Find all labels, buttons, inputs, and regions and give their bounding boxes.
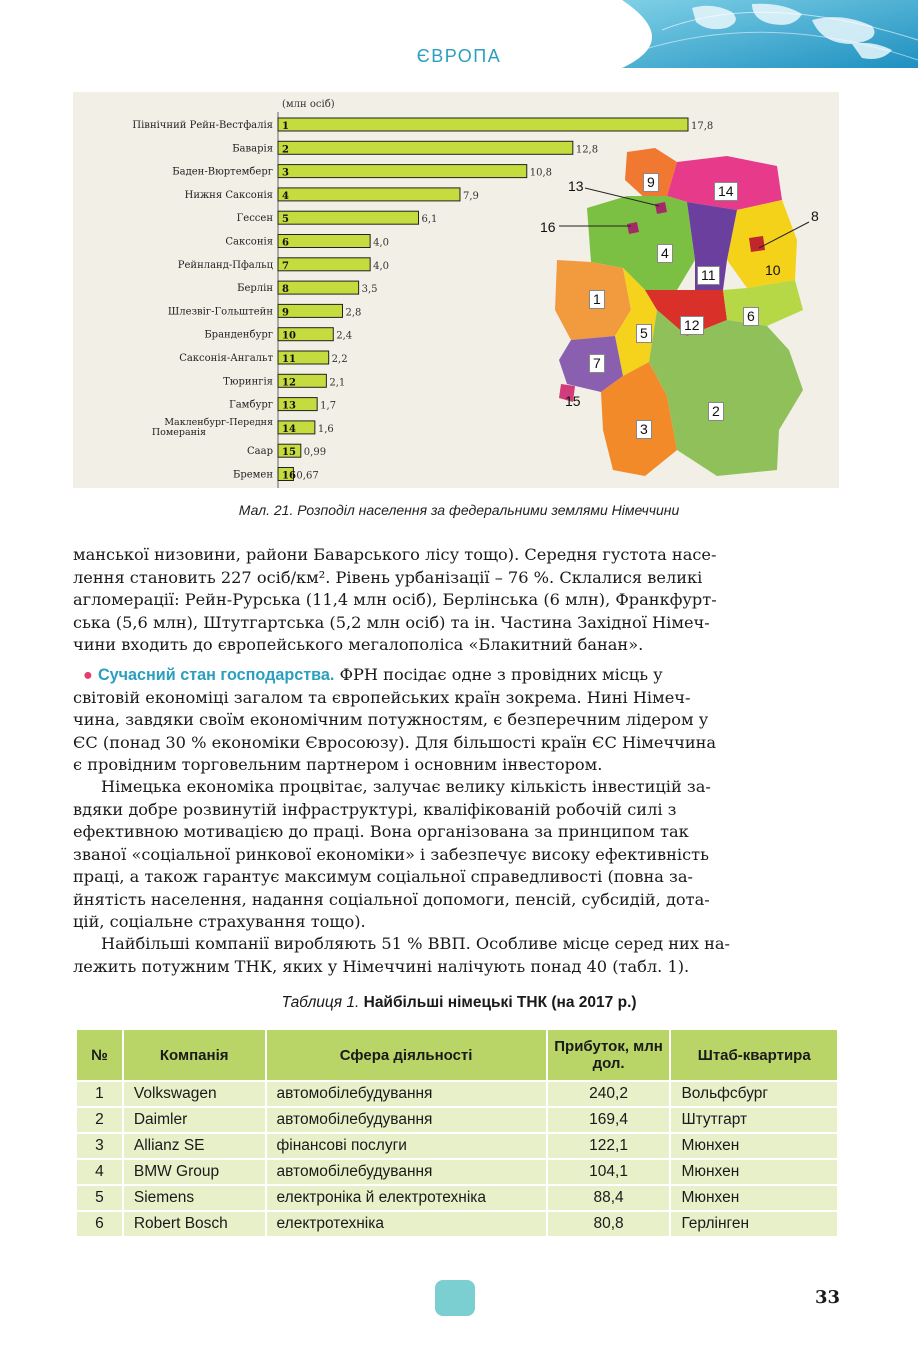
chart-bar-number: 2 xyxy=(282,144,289,156)
chart-value-label: 17,8 xyxy=(691,121,714,132)
chart-bar-number: 12 xyxy=(282,377,296,389)
map-region-label: 14 xyxy=(714,182,738,201)
paragraph-population xyxy=(73,544,839,657)
text-line: Німецька економіка процвітає, залучає велику кількість інвестицій за- xyxy=(101,777,711,796)
map-region-label: 10 xyxy=(765,262,781,278)
text-line: вдяки добре розвинутій інфраструктурі, кваліфікованій робочій силі з xyxy=(73,799,677,819)
chart-value-label: 1,6 xyxy=(317,423,334,435)
chart-category-label: Макленбург-Передня xyxy=(164,416,273,428)
chart-category-label: Північний Рейн-Вестфалія xyxy=(132,120,273,131)
table-row xyxy=(76,1159,838,1185)
column-header: Прибуток, млн дол. xyxy=(547,1029,671,1081)
text-line: агломерації: Рейн-Рурська (11,4 млн осіб), Берлінська (6 млн), Франкфурт- xyxy=(73,590,717,609)
chart-bar-number: 6 xyxy=(282,237,289,249)
map-region-label: 15 xyxy=(565,393,581,409)
chart-bar-number: 9 xyxy=(282,307,289,319)
text-fragment: ФРН посідає одне з провідних місць у xyxy=(334,665,663,684)
table-row xyxy=(76,1185,838,1211)
column-header: Сфера діяльності xyxy=(266,1029,547,1081)
chart-value-label: 6,1 xyxy=(421,214,438,226)
map-region-label: 2 xyxy=(708,402,724,421)
chart-bar-number: 13 xyxy=(282,400,296,412)
text-line: світовій економіці загалом та європейських країн зокрема. Нині Німеч- xyxy=(73,687,691,707)
table-cell: 80,8 xyxy=(547,1211,671,1237)
chart-bar xyxy=(278,281,359,294)
column-header: Компанія xyxy=(123,1029,266,1081)
chart-value-label: 0,67 xyxy=(296,470,319,482)
chart-bar-number: 10 xyxy=(282,330,296,342)
section-title: ЄВРОПА xyxy=(416,46,502,66)
table-cell: Robert Bosch xyxy=(123,1211,266,1237)
column-header: Штаб-квартира xyxy=(670,1029,838,1081)
chart-bar xyxy=(278,188,460,201)
table-cell: 122,1 xyxy=(547,1133,671,1159)
chart-category-label: Нижня Саксонія xyxy=(184,189,273,201)
table-cell: Siemens xyxy=(123,1185,266,1211)
column-header: № xyxy=(76,1029,123,1081)
table-row xyxy=(76,1081,838,1107)
text-line: лежить потужним ТНК, яких у Німеччині налічують понад 40 (табл. 1). xyxy=(73,956,690,976)
chart-value-label: 7,9 xyxy=(462,190,479,202)
table-cell: 5 xyxy=(76,1185,123,1211)
chart-category-label: Бранденбург xyxy=(204,329,273,341)
page-number: 33 xyxy=(814,1287,840,1308)
table-cell: 1 xyxy=(76,1081,123,1107)
map-region-label: 3 xyxy=(636,420,652,439)
chart-value-label: 12,8 xyxy=(575,144,599,156)
table-title xyxy=(0,994,918,1012)
table-cell: електроніка й електротехніка xyxy=(266,1185,547,1211)
map-leader-line xyxy=(585,188,659,206)
chart-category-label: Берлін xyxy=(237,283,273,295)
table-cell: 240,2 xyxy=(547,1081,671,1107)
chart-value-label: 2,1 xyxy=(329,377,346,389)
table-cell: 4 xyxy=(76,1159,123,1185)
chart-bar xyxy=(278,118,688,131)
table-row xyxy=(76,1133,838,1159)
paragraph-economy-details xyxy=(73,776,839,934)
chart-value-label: 3,5 xyxy=(361,284,378,296)
paragraph-economy xyxy=(73,664,839,777)
map-region-label: 16 xyxy=(540,219,556,235)
table-heading: Найбільші німецькі ТНК (на 2017 р.) xyxy=(359,994,637,1011)
map-leader-lines xyxy=(527,140,827,390)
table-row xyxy=(76,1211,838,1237)
table-cell: 2 xyxy=(76,1107,123,1133)
text-line: є провідним торговельним партнером і основним інвестором. xyxy=(73,755,603,774)
map-region-label: 4 xyxy=(657,244,673,263)
map-region-label: 13 xyxy=(568,178,584,194)
table-row xyxy=(76,1107,838,1133)
section-heading: Сучасний стан господарства. xyxy=(97,666,335,684)
chart-category-label: Померанія xyxy=(151,426,206,438)
chart-bar-number: 11 xyxy=(282,354,296,365)
table-cell: Мюнхен xyxy=(670,1133,838,1159)
table-cell: автомобілебудування xyxy=(266,1159,547,1185)
chart-category-label: Бремен xyxy=(232,469,273,481)
text-line: праці, а також гарантує максимум соціальної справедливості (повна за- xyxy=(73,867,693,886)
chart-category-label: Баварія xyxy=(232,143,273,155)
table-cell: фінансові послуги xyxy=(266,1133,547,1159)
chart-category-label: Шлезвіг-Гольштейн xyxy=(167,306,273,318)
table-cell: Volkswagen xyxy=(123,1081,266,1107)
table-cell: Мюнхен xyxy=(670,1159,838,1185)
table-number: Таблиця 1. xyxy=(281,994,360,1011)
text-line: цій, соціальне страхування тощо). xyxy=(73,912,366,931)
chart-bar-number: 8 xyxy=(282,284,289,296)
text-line: званої «соціальної ринкової економіки» і забезпечує високу ефективність xyxy=(73,844,709,864)
chart-bar xyxy=(278,258,370,271)
map-region-label: 7 xyxy=(589,354,605,373)
chart-bar xyxy=(278,211,419,224)
map-leader-line xyxy=(759,222,809,248)
chart-bar-number: 15 xyxy=(282,447,296,459)
text-line: йнятість населення, надання соціальної допомоги, пенсій, субсидій, дота- xyxy=(73,889,710,909)
chart-category-label: Гессен xyxy=(236,213,273,225)
map-region-label: 9 xyxy=(643,173,659,192)
chart-value-label: 4,0 xyxy=(373,237,390,249)
table-cell: Мюнхен xyxy=(670,1185,838,1211)
table-cell: 104,1 xyxy=(547,1159,671,1185)
table-cell: автомобілебудування xyxy=(266,1081,547,1107)
text-line: чини входить до європейського мегалополіса «Блакитний банан». xyxy=(73,635,644,654)
map-region-label: 12 xyxy=(680,316,704,335)
table-cell: Вольфсбург xyxy=(670,1081,838,1107)
chart-category-label: Тюрингія xyxy=(223,376,273,388)
paragraph-companies xyxy=(73,933,839,978)
table-cell: 3 xyxy=(76,1133,123,1159)
chart-category-label: Саксонія-Ангальт xyxy=(179,353,273,364)
chart-category-label: Баден-Вюртемберг xyxy=(172,166,273,178)
table-cell: Герлінген xyxy=(670,1211,838,1237)
chart-bar-number: 3 xyxy=(282,167,289,179)
table-header-row xyxy=(76,1029,838,1081)
table-cell: Daimler xyxy=(123,1107,266,1133)
chart-category-label: Саар xyxy=(247,446,273,458)
chart-bar-number: 14 xyxy=(282,423,296,435)
chart-bar-number: 4 xyxy=(282,190,289,202)
map-region-label: 6 xyxy=(743,307,759,326)
chart-category-label: Рейнланд-Пфальц xyxy=(177,259,273,271)
chart-category-label: Гамбург xyxy=(229,399,273,411)
chart-value-label: 1,7 xyxy=(320,400,337,412)
page-tab-marker xyxy=(435,1280,475,1316)
text-line: лення становить 227 осіб/км². Рівень урбанізації – 76 %. Склалися великі xyxy=(73,567,703,587)
bullet-icon: ● xyxy=(83,666,93,684)
companies-table xyxy=(75,1028,839,1238)
table-cell: 169,4 xyxy=(547,1107,671,1133)
table-cell: електротехніка xyxy=(266,1211,547,1237)
chart-bar xyxy=(278,235,370,248)
map-region-label: 5 xyxy=(636,324,652,343)
chart-value-label: 10,8 xyxy=(529,167,553,179)
table-cell: Allianz SE xyxy=(123,1133,266,1159)
text-line: Найбільші компанії виробляють 51 % ВВП. Особливе місце серед них на- xyxy=(101,934,731,953)
chart-value-label: 4,0 xyxy=(373,260,390,272)
chart-bar xyxy=(278,165,527,178)
text-line: чина, завдяки своїм економічним потужностям, є безперечним лідером у xyxy=(73,710,709,729)
text-line: ська (5,6 млн), Штутгартська (5,2 млн осіб) та ін. Частина Західної Німеч- xyxy=(73,612,710,632)
table-cell: 6 xyxy=(76,1211,123,1237)
text-line: манської низовини, райони Баварського лісу тощо). Середня густота насе- xyxy=(73,545,717,564)
chart-value-label: 2,2 xyxy=(331,354,348,365)
chart-bar-number: 1 xyxy=(282,121,289,132)
text-line: ЄС (понад 30 % економіки Євросоюзу). Для більшості країн ЄС Німеччина xyxy=(73,732,717,752)
chart-bar-number: 16 xyxy=(282,470,296,482)
table-cell: Штутгарт xyxy=(670,1107,838,1133)
chart-bar-number: 7 xyxy=(282,260,289,272)
figure-caption: Мал. 21. Розподіл населення за федеральними землями Німеччини xyxy=(238,502,680,518)
text-line: ефективною мотивацією до праці. Вона організована за принципом так xyxy=(73,822,689,841)
map-region-label: 8 xyxy=(811,208,819,224)
map-region-label: 11 xyxy=(697,266,720,285)
chart-category-label: Саксонія xyxy=(225,236,273,248)
map-region-label: 1 xyxy=(589,290,605,309)
population-bar-chart xyxy=(73,92,714,488)
table-cell: 88,4 xyxy=(547,1185,671,1211)
chart-value-label: 0,99 xyxy=(303,447,327,459)
chart-value-label: 2,8 xyxy=(345,307,362,319)
chart-unit-label: (млн осіб) xyxy=(282,99,335,110)
chart-value-label: 2,4 xyxy=(336,330,353,342)
chart-bar-number: 5 xyxy=(282,214,289,226)
text-line xyxy=(73,664,839,687)
table-cell: автомобілебудування xyxy=(266,1107,547,1133)
table-cell: BMW Group xyxy=(123,1159,266,1185)
